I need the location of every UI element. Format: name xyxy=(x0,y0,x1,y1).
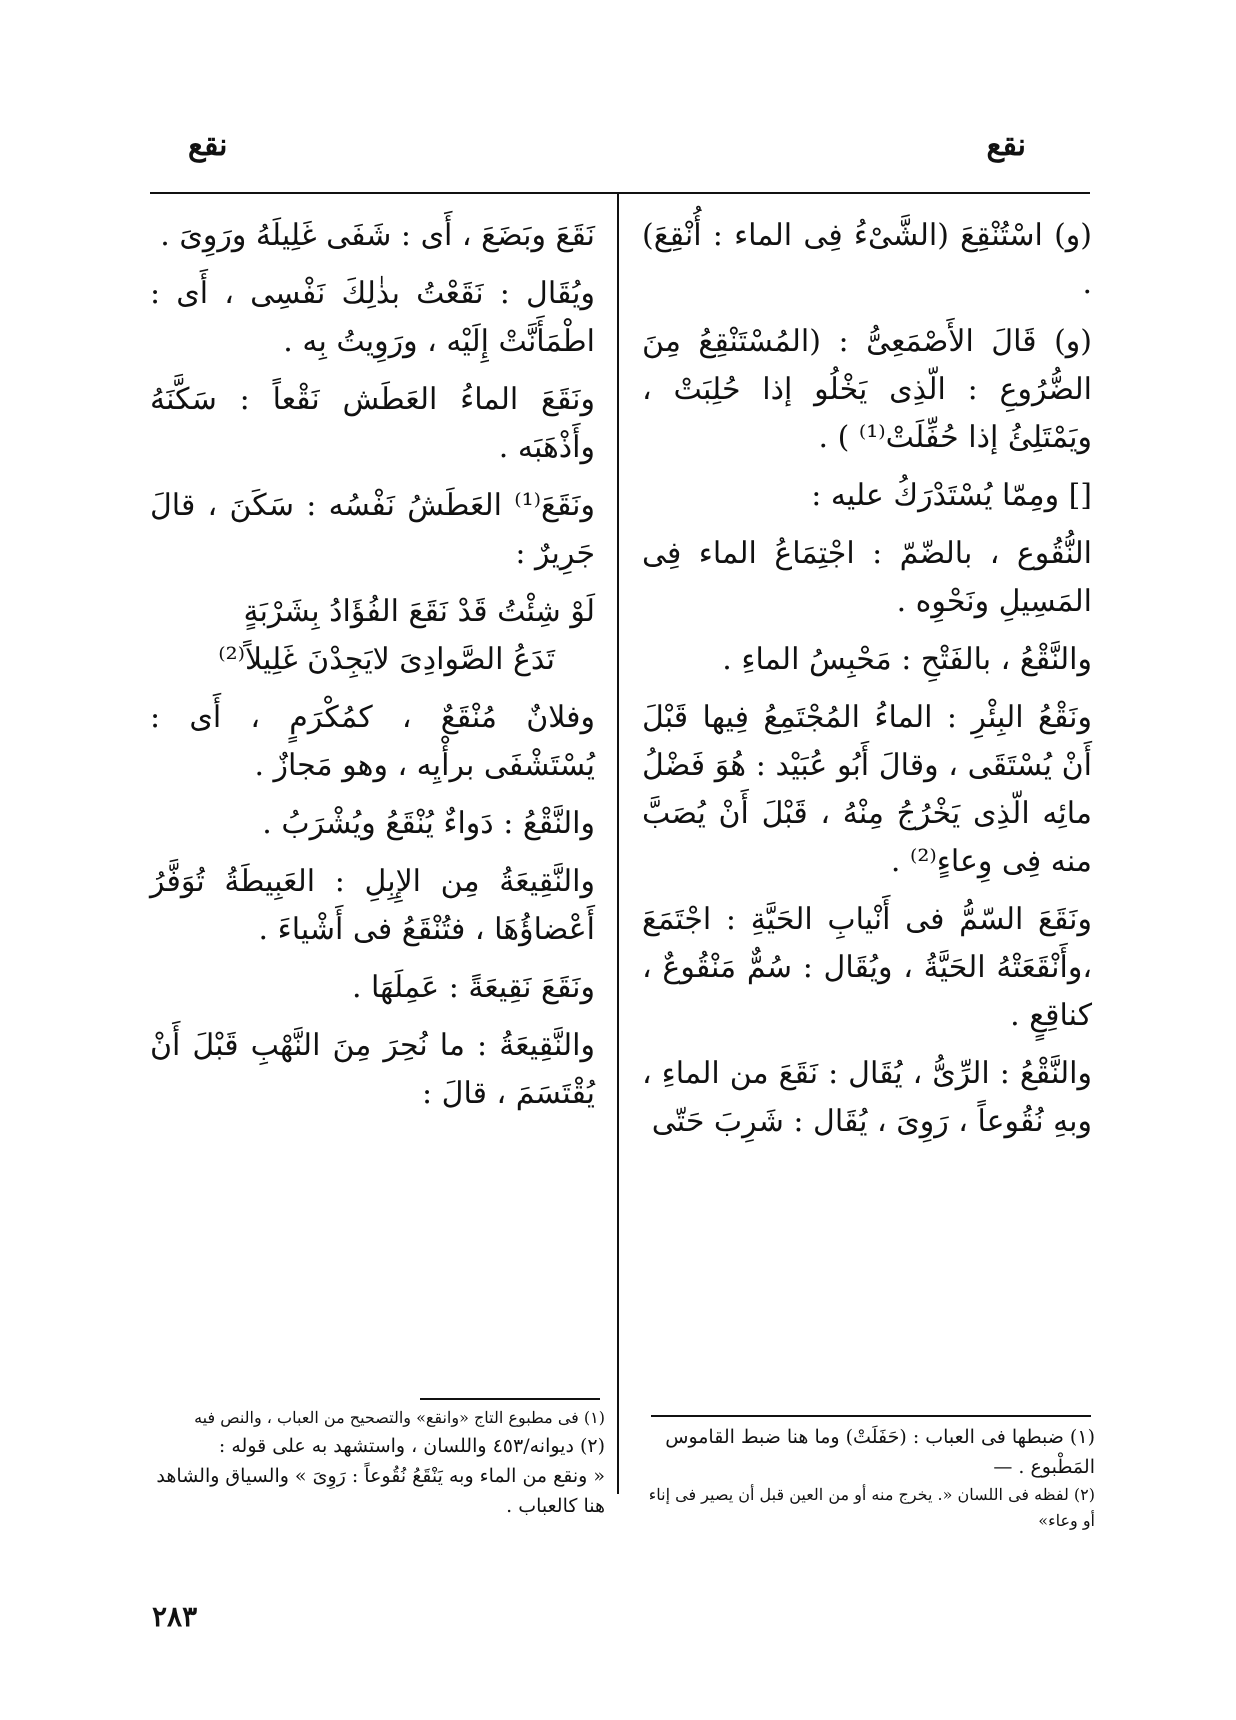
paragraph: ونَقَعَ⁽¹⁾ العَطَشُ نَفْسُه : سَكَنَ ، قالَ جَرِيرٌ : xyxy=(150,488,595,571)
footnote: (١) فى مطبوع التاج «وانقع» والتصحيح من العباب ، والنص فيه xyxy=(194,1408,605,1427)
verse-line-2: تَدَعُ الصَّوادِىَ لايَجِدْنَ غَلِيلاً⁽²⁾ xyxy=(218,642,555,677)
poetry-verse xyxy=(150,588,595,684)
paragraph: (و) اسْتُنْقِعَ (الشَّىْءُ فِى الماء : أُنْقِعَ) . xyxy=(642,218,1092,301)
paragraph: [] ومِمّا يُسْتَدْرَكُ عليه : xyxy=(811,478,1092,513)
paragraph: والنَّقِيعَةُ مِن الإِبِلِ : العَبِيطَةُ تُوَفَّرُ أَعْضاؤُهَا ، فتُنْقَعُ فى أَشْياءَ . xyxy=(150,864,595,947)
paragraph: ونَقَعَ نَقِيعَةً : عَمِلَهَا . xyxy=(351,970,595,1005)
paragraph: والنَّقْعُ : دَواءٌ يُنْقَعُ ويُشْرَبُ . xyxy=(262,806,595,841)
paragraph: ونَقَعَ السّمُّ فى أَنْيابِ الحَيَّةِ : اجْتَمَعَ ،وأَنْقَعَتْهُ الحَيَّةُ ، ويُقَال : سُمٌّ مَنْقُوعٌ ، كناقِعٍ . xyxy=(642,902,1092,1033)
paragraph: والنَّقْعُ ، بالفَتْحِ : مَحْبِسُ الماءِ . xyxy=(722,642,1092,677)
paragraph: ونَقَعَ الماءُ العَطَش نَقْعاً : سَكَّنَهُ وأَذْهَبَه . xyxy=(150,382,595,465)
paragraph: (و) قَالَ الأَصْمَعِىُّ : (المُسْتَنْقِعُ مِنَ الضُّرُوعِ : الّذِى يَخْلُو إذا حُلِبَتْ ، ويَمْتَلِئُ إذا حُفِّلَتْ⁽¹⁾ ) . xyxy=(642,324,1092,455)
footnotes-left xyxy=(150,1405,605,1521)
left-column xyxy=(150,212,595,1128)
column-divider xyxy=(617,194,619,1494)
footnote-rule-right xyxy=(651,1415,1091,1417)
paragraph: والنَّقْعُ : الرِّىُّ ، يُقَال : نَقَعَ من الماءِ ، وبهِ نُقُوعاً ، رَوِىَ ، يُقَال : شَرِبَ حَتّى xyxy=(642,1056,1092,1139)
footnote: « ونقع من الماء وبه يَنْقَعُ نُقُوعاً : رَوِىَ » والسياق والشاهد هنا كالعباب . xyxy=(156,1465,605,1517)
verse-line-1: لَوْ شِئْتُ قَدْ نَقَعَ الفُؤَادُ بِشَرْبَةٍ xyxy=(243,594,595,629)
footnotes-right xyxy=(640,1422,1095,1534)
paragraph: ونَقْعُ البِئْرِ : الماءُ المُجْتَمِعُ فِيها قَبْلَ أَنْ يُسْتَقَى ، وقالَ أَبُو عُبَيْد : هُوَ فَضْلُ مائِه الّذِى يَخْرُجُ مِنْهُ ، قَبْلَ أَنْ يُصَبَّ منه فِى وِعاءٍ⁽²⁾ . xyxy=(642,700,1092,879)
footnote-rule-left xyxy=(420,1398,600,1400)
running-header-right: نقع xyxy=(986,128,1026,163)
paragraph: النُّقُوع ، بالضّمّ : اجْتِمَاعُ الماء فِى المَسِيلِ ونَحْوِه . xyxy=(642,536,1092,619)
paragraph: نَقَعَ وبَضَعَ ، أَى : شَفَى غَلِيلَهُ ورَوِىَ . xyxy=(160,218,595,253)
footnote: (٢) ديوانه/٤٥٣ واللسان ، واستشهد به على قوله : xyxy=(218,1435,605,1457)
paragraph: ويُقَال : نَقَعْتُ بذٰلِكَ نَفْسِى ، أَى : اطْمَأَنَّتْ إِلَيْه ، ورَوِيتُ بِه . xyxy=(150,276,595,359)
page-number: ٢٨٣ xyxy=(152,1600,198,1633)
paragraph: وفلانٌ مُنْقَعٌ ، كمُكْرَمٍ ، أَى : يُسْتَشْفَى برأْيِه ، وهو مَجازٌ . xyxy=(150,700,595,783)
paragraph: والنَّقِيعَةُ : ما نُحِرَ مِنَ النَّهْبِ قَبْلَ أَنْ يُقْتَسَمَ ، قالَ : xyxy=(150,1028,595,1111)
footnote: (٢) لفظه فى اللسان «. يخرج منه أو من العين قبل أن يصير فى إناء أو وعاء» xyxy=(648,1485,1095,1530)
right-column xyxy=(642,212,1092,1156)
running-header-left: نقع xyxy=(188,128,228,163)
header-rule xyxy=(150,192,1090,194)
footnote: (١) ضبطها فى العباب : (حَفَلَتْ) وما هنا ضبط القاموس المَطْبوع . — xyxy=(665,1426,1095,1478)
